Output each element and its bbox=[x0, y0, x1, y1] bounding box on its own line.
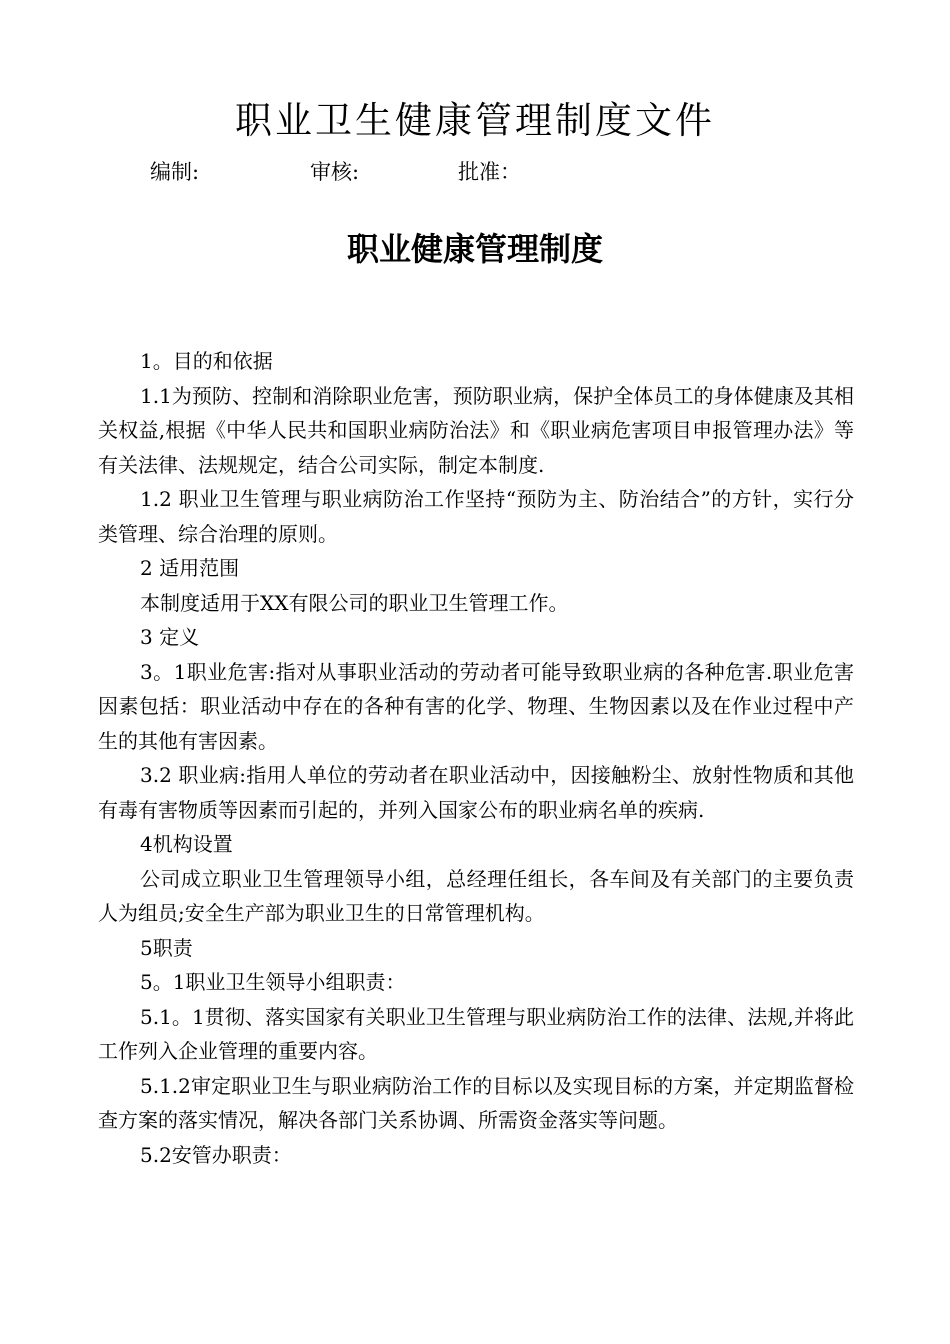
paragraph-scope: 本制度适用于XX有限公司的职业卫生管理工作。 bbox=[140, 590, 569, 615]
approval-row bbox=[0, 156, 950, 188]
section-heading-definitions: 3 定义 bbox=[140, 625, 200, 649]
paragraph-5-1-1: 5.1。1贯彻、落实国家有关职业卫生管理与职业病防治工作的法律、法规,并将此工作列入企业管理的重要内容。 bbox=[98, 1004, 854, 1063]
review-label: 审核: bbox=[310, 160, 360, 184]
document-subtitle: 职业健康管理制度 bbox=[346, 230, 603, 268]
paragraph-3-1: 3。1职业危害:指对从事职业活动的劳动者可能导致职业病的各种危害.职业危害因素包括：职业活动中存在的各种有害的化学、物理、生物因素以及在作业过程中产生的其他有害因素。 bbox=[98, 659, 854, 753]
document-body bbox=[98, 344, 854, 1172]
paragraph-5-2: 5.2安管办职责： bbox=[140, 1142, 292, 1167]
document-title: 职业卫生健康管理制度文件 bbox=[235, 99, 715, 142]
section-heading-purpose: 1。目的和依据 bbox=[140, 349, 273, 373]
section-heading-duties: 5职责 bbox=[140, 935, 193, 960]
paragraph-5-1-2: 5.1.2审定职业卫生与职业病防治工作的目标以及实现目标的方案，并定期监督检查方案的落实情况，解决各部门关系协调、所需资金落实等问题。 bbox=[98, 1073, 854, 1132]
paragraph-1-2: 1.2 职业卫生管理与职业病防治工作坚持“预防为主、防治结合”的方针，实行分类管理、综合治理的原则。 bbox=[98, 487, 854, 546]
paragraph-organization: 公司成立职业卫生管理领导小组，总经理任组长，各车间及有关部门的主要负责人为组员;安全生产部为职业卫生的日常管理机构。 bbox=[98, 866, 854, 925]
approve-label: 批准： bbox=[458, 160, 521, 184]
paragraph-3-2: 3.2 职业病:指用人单位的劳动者在职业活动中，因接触粉尘、放射性物质和其他有毒有害物质等因素而引起的，并列入国家公布的职业病名单的疾病. bbox=[98, 763, 854, 822]
paragraph-1-1: 1.1为预防、控制和消除职业危害，预防职业病，保护全体员工的身体健康及其相关权益,根据《中华人民共和国职业病防治法》和《职业病危害项目申报管理办法》等有关法律、法规规定，结合公司实际，制定本制度. bbox=[98, 383, 854, 477]
section-heading-organization: 4机构设置 bbox=[140, 832, 233, 856]
compile-label: 编制: bbox=[150, 160, 200, 184]
section-heading-scope: 2 适用范围 bbox=[140, 556, 240, 580]
paragraph-5-1: 5。1职业卫生领导小组职责： bbox=[140, 970, 406, 994]
